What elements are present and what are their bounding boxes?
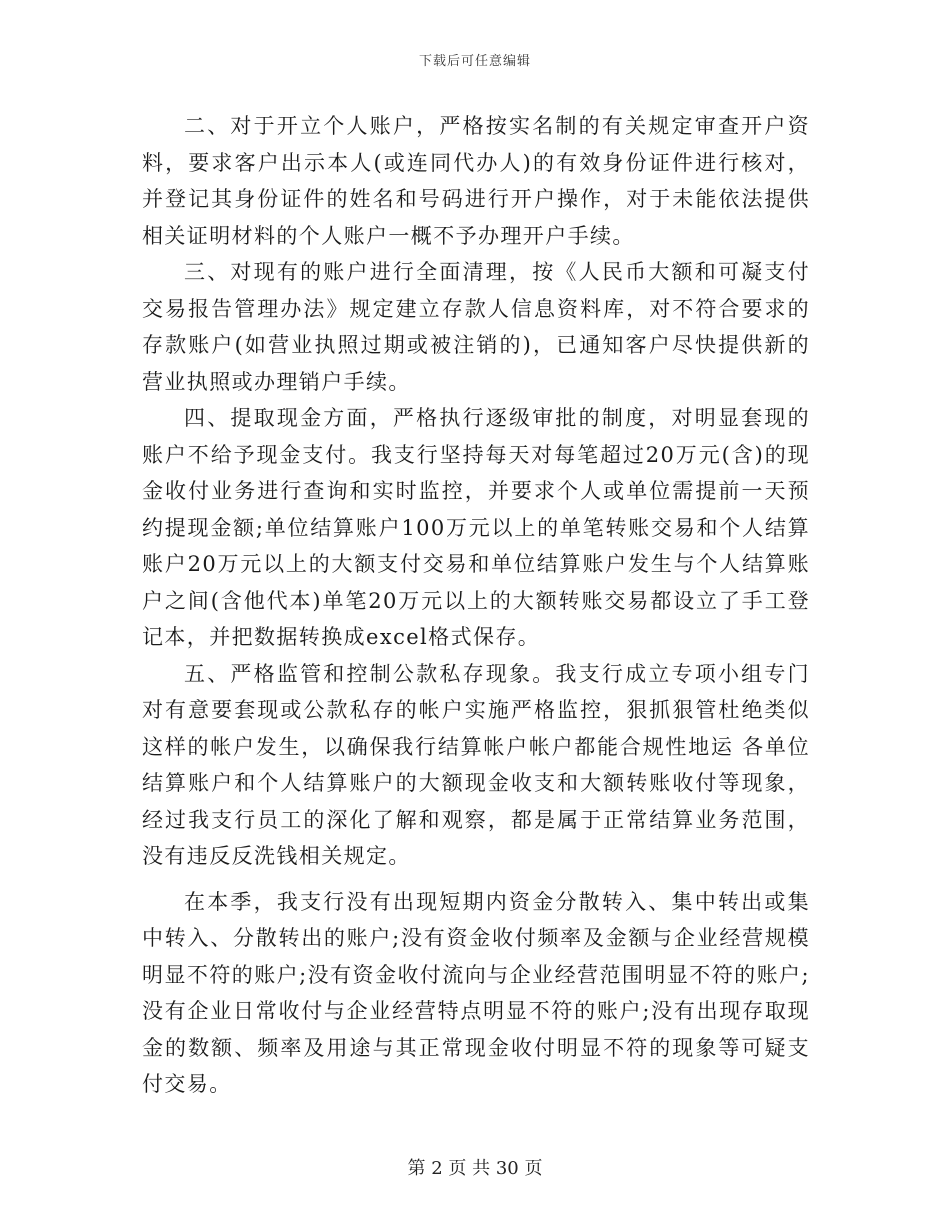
paragraph-5-public-funds-monitoring: 五、严格监管和控制公款私存现象。我支行成立专项小组专门对有意要套现或公款私存的帐户实施严格监控，狠抓狠管杜绝类似这样的帐户发生，以确保我行结算帐户帐户都能合规性地运 各单位结算账户和个人结算账户的大额现金收支和大额转账收付等现象，经过我支行员工的深化了解和观察，都是属于正常结算业务范围，没有违反反洗钱相关规定。 — [142, 661, 810, 868]
page-number-label: 第 2 页 共 30 页 — [407, 1158, 543, 1179]
paragraph-2-personal-accounts: 二、对于开立个人账户，严格按实名制的有关规定审查开户资料，要求客户出示本人(或连同代办人)的有效身份证件进行核对，并登记其身份证件的姓名和号码进行开户操作，对于未能依法提供相关证明材料的个人账户一概不予办理开户手续。 — [142, 114, 810, 248]
page-footer — [0, 1154, 950, 1180]
paragraph-quarter-summary: 在本季，我支行没有出现短期内资金分散转入、集中转出或集中转入、分散转出的账户;没有资金收付频率及金额与企业经营规模明显不符的账户;没有资金收付流向与企业经营范围明显不符的账户;没有企业日常收付与企业经营特点明显不符的账户;没有出现存取现金的数额、频率及用途与其正常现金收付明显不符的现象等可疑支付交易。 — [142, 889, 810, 1096]
paragraph-3-account-cleanup: 三、对现有的账户进行全面清理，按《人民币大额和可凝支付交易报告管理办法》规定建立存款人信息资料库，对不符合要求的存款账户(如营业执照过期或被注销的)，已通知客户尽快提供新的营业执照或办理销户手续。 — [142, 260, 810, 394]
document-body — [142, 108, 810, 1103]
paragraph-4-cash-withdrawal: 四、提取现金方面，严格执行逐级审批的制度，对明显套现的账户不给予现金支付。我支行坚持每天对每笔超过20万元(含)的现金收付业务进行查询和实时监控，并要求个人或单位需提前一天预约提现金额;单位结算账户100万元以上的单笔转账交易和个人结算账户20万元以上的大额支付交易和单位结算账户发生与个人结算账户之间(含他代本)单笔20万元以上的大额转账交易都设立了手工登记本，并把数据转换成excel格式保存。 — [142, 406, 810, 649]
page-header-note: 下载后可任意编辑 — [418, 54, 531, 69]
